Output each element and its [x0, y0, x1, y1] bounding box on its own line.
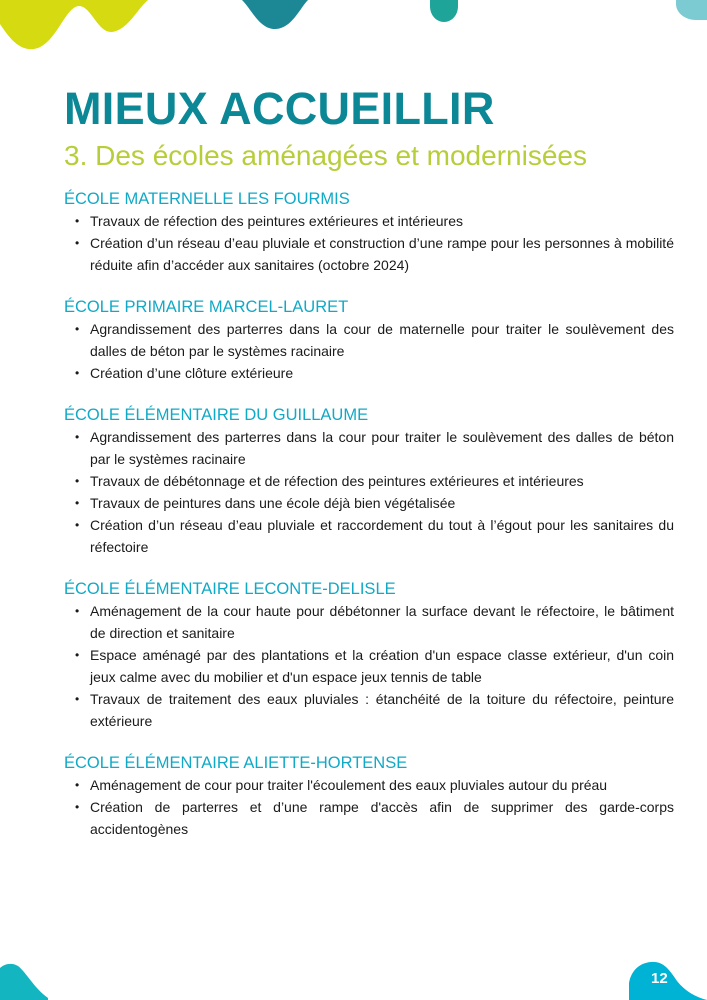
list-item: • Travaux de peintures dans une école déjà bien végétalisée — [64, 492, 674, 514]
section-title: ÉCOLE ÉLÉMENTAIRE DU GUILLAUME — [64, 406, 369, 424]
bullet-list — [64, 600, 674, 732]
bullet-list — [64, 774, 674, 840]
list-item: • Travaux de débétonnage et de réfection des peintures extérieures et intérieures — [64, 470, 674, 492]
list-item: • Création d’un réseau d’eau pluviale et construction d’une rampe pour les personnes à mobilité réduite afin d’accéder aux sanitaires (octobre 2024) — [64, 232, 674, 276]
decorative-wave-bottom-left — [0, 960, 52, 1000]
list-item: • Agrandissement des parterres dans la cour pour traiter le soulèvement des dalles de béton par le systèmes racinaire — [64, 426, 674, 470]
list-item: • Travaux de traitement des eaux pluviales : étanchéité de la toiture du réfectoire, peinture extérieure — [64, 688, 674, 732]
page-number: 12 — [651, 970, 668, 987]
bullet-list — [64, 318, 674, 384]
school-section — [64, 752, 674, 840]
list-item: • Espace aménagé par des plantations et la création d'un espace classe extérieur, d'un coin jeux calme avec du mobilier et d'un espace jeux tennis de table — [64, 644, 674, 688]
list-item: • Création de parterres et d’une rampe d'accès afin de supprimer des garde-corps accidentogènes — [64, 796, 674, 840]
list-item: • Création d’un réseau d’eau pluviale et raccordement du tout à l’égout pour les sanitaires du réfectoire — [64, 514, 674, 558]
bullet-list — [64, 426, 674, 558]
school-section — [64, 188, 674, 276]
bullet-list — [64, 210, 674, 276]
decorative-dot-light — [676, 0, 707, 22]
school-sections — [64, 188, 674, 840]
decorative-dot-green — [428, 0, 460, 24]
list-item: • Aménagement de la cour haute pour débétonner la surface devant le réfectoire, le bâtiment de direction et sanitaire — [64, 600, 674, 644]
school-section — [64, 404, 674, 558]
list-item: • Travaux de réfection des peintures extérieures et intérieures — [64, 210, 674, 232]
section-title: ÉCOLE MATERNELLE LES FOURMIS — [64, 190, 350, 208]
decorative-drop-teal — [240, 0, 310, 32]
page-title: MIEUX ACCUEILLIR — [64, 83, 495, 134]
page-content — [64, 80, 674, 860]
school-section — [64, 296, 674, 384]
page-number-badge — [629, 961, 707, 1000]
decorative-wave-yellow — [0, 0, 150, 52]
list-item: • Agrandissement des parterres dans la cour de maternelle pour traiter le soulèvement des dalles de béton par le systèmes racinaire — [64, 318, 674, 362]
school-section — [64, 578, 674, 732]
section-title: ÉCOLE PRIMAIRE MARCEL-LAURET — [64, 298, 349, 316]
section-title: ÉCOLE ÉLÉMENTAIRE LECONTE-DELISLE — [64, 580, 396, 598]
section-title: ÉCOLE ÉLÉMENTAIRE ALIETTE-HORTENSE — [64, 754, 408, 772]
list-item: • Création d’une clôture extérieure — [64, 362, 674, 384]
page-subtitle: 3. Des écoles aménagées et modernisées — [64, 140, 587, 171]
list-item: • Aménagement de cour pour traiter l'écoulement des eaux pluviales autour du préau — [64, 774, 674, 796]
